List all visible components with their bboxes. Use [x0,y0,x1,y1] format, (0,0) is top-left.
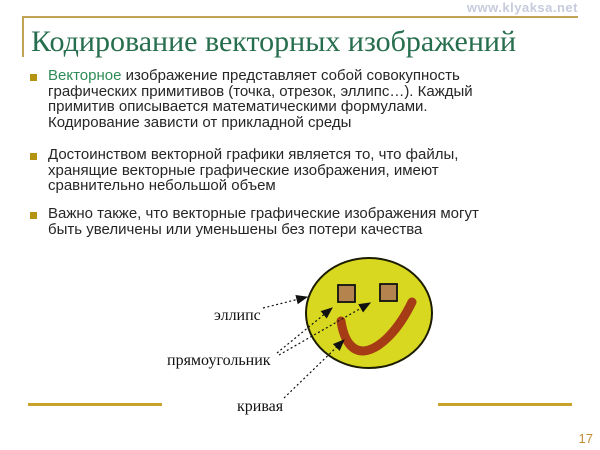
bullet-line: хранящие векторные графические изображения, имеют [48,161,439,179]
bullet-line: сравнительно небольшой объем [48,177,276,194]
footer-line-right [438,403,572,406]
bullet-text [48,206,479,237]
bullet-line: быть увеличены или уменьшены без потери качества [48,220,423,238]
bullet-square-icon [30,212,37,219]
highlighted-term: Векторное [48,67,122,84]
bullet-square-icon [30,74,37,81]
vector-smiley-diagram [150,250,450,420]
bullet-item-3 [30,206,479,237]
bullet-line [48,68,473,84]
bullet-line: графических примитивов (точка, отрезок, эллипс…). Каждый [48,82,473,100]
left-eye-rectangle [338,285,355,302]
slide-title: Кодирование векторных изображений [31,25,517,58]
bullet-line: Кодирование зависти от прикладной среды [48,113,352,131]
title-border-top [22,16,578,18]
label-rectangle: прямоугольник [167,352,271,369]
arrow-to-ellipse [263,297,307,308]
right-eye-rectangle [380,284,397,301]
bullet-text [48,68,473,130]
page-number: 17 [578,431,593,446]
bullet-line: примитив описывается математическими формулами. [48,98,428,115]
watermark-url: www.klyaksa.net [466,0,578,15]
bullet-item-1 [30,68,473,130]
bullet-item-2 [30,147,458,194]
title-border-left [22,16,24,57]
bullet-square-icon [30,153,37,160]
bullet-text [48,147,458,194]
label-ellipse: эллипс [214,307,261,324]
bullet-line-rest: изображение представляет собой совокупность [121,67,460,84]
bullet-line: Достоинством векторной графики является то, что файлы, [48,146,459,163]
bullet-line: Важно также, что векторные графические изображения могут [48,205,479,222]
footer-line-left [28,403,162,406]
label-curve: кривая [237,398,284,415]
